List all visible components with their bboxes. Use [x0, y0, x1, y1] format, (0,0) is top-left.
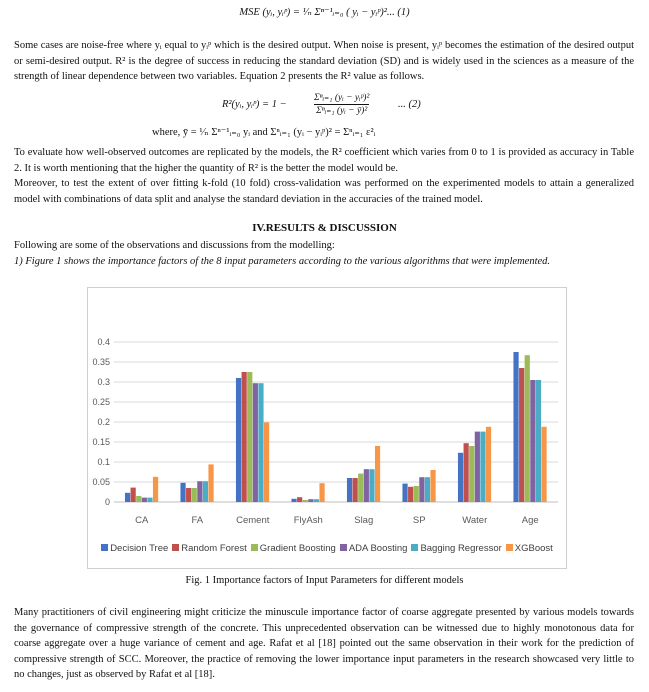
- x-tick-label: CA: [135, 515, 149, 526]
- x-tick-label: Cement: [236, 515, 270, 526]
- equation-2-denominator: Σⁿᵢ₌₁ (yᵢ − ȳ)²: [316, 106, 368, 116]
- bar: [353, 478, 358, 502]
- x-tick-label: SP: [412, 515, 426, 526]
- legend-item: [172, 543, 246, 554]
- paragraph-observations: Following are some of the observations and discussions from the modelling:: [14, 240, 335, 251]
- legend-item: [101, 543, 168, 554]
- equation-2-tag: ... (2): [398, 99, 421, 110]
- bar: [242, 372, 247, 502]
- chart-legend: [88, 543, 566, 554]
- x-tick-label: Slag: [354, 515, 374, 526]
- bar: [536, 380, 541, 502]
- y-tick-label: 0.05: [92, 477, 110, 487]
- bar: [458, 453, 463, 502]
- x-tick-label: FA: [191, 515, 204, 526]
- bar: [136, 496, 141, 502]
- bar: [197, 481, 202, 502]
- y-tick-label: 0.1: [97, 457, 110, 467]
- x-tick-label: Water: [462, 515, 488, 526]
- bar: [469, 446, 474, 502]
- y-tick-label: 0.25: [92, 397, 110, 407]
- bar: [192, 488, 197, 502]
- section-heading: IV.RESULTS & DISCUSSION: [252, 222, 397, 234]
- legend-label: ADA Boosting: [348, 543, 408, 554]
- y-tick-label: 0.2: [97, 417, 110, 427]
- bar: [147, 498, 152, 502]
- legend-item: [506, 543, 553, 554]
- bar: [480, 432, 485, 502]
- y-tick-label: 0.4: [97, 337, 110, 347]
- legend-label: Bagging Regressor: [420, 543, 502, 554]
- bar: [369, 469, 374, 502]
- bar: [258, 383, 263, 502]
- legend-item: [411, 543, 501, 554]
- bar: [402, 484, 407, 502]
- bar: [291, 499, 296, 502]
- paragraph-discussion: Many practitioners of civil engineering might criticize the minuscule importance factor of coarse aggregate presented by various models towards the governance of compressive strength of the concrete. This unprecedented observation can be witnessed due to highly monotonous data for coarse aggregate over a huge variance of cement and age. Rafat et al [18] pointed out the same observation in their work for the prediction of compressive strength of SCC. Moreover, the practice of removing the lower importance input parameters in the research showcased very little to no changes, just as observed by Rafat et al [18].: [14, 607, 634, 680]
- y-tick-label: 0.35: [92, 357, 110, 367]
- equation-2-lhs: R²(yᵢ, yᵢᵖ) = 1 −: [222, 99, 287, 110]
- bar: [425, 477, 430, 502]
- bar: [519, 368, 524, 502]
- equation-1: MSE (yᵢ, yᵢᵖ) = ¹⁄ₙ Σⁿ⁻¹ᵢ₌₀ ( yᵢ − yᵢᵖ)²... (1): [239, 7, 410, 18]
- legend-item: [251, 543, 336, 554]
- bar: [486, 427, 491, 502]
- y-tick-label: 0.3: [97, 377, 110, 387]
- list-item-1: 1) Figure 1 shows the importance factors of the 8 input parameters according to the various algorithms that were implemented.: [14, 256, 551, 267]
- bar: [180, 483, 185, 502]
- bar: [264, 422, 269, 502]
- bar: [358, 474, 363, 502]
- bar: [153, 477, 158, 502]
- bar: [203, 481, 208, 502]
- bar: [319, 483, 324, 502]
- bar: [408, 487, 413, 502]
- bar: [347, 478, 352, 502]
- equation-3: where, ȳ = ¹⁄ₙ Σⁿ⁻¹ᵢ₌₀ yᵢ and Σⁿᵢ₌₁ (yᵢ − yᵢᵖ)² = Σⁿᵢ₌₁ ε²ᵢ: [152, 127, 376, 138]
- bar: [419, 477, 424, 502]
- legend-swatch: [411, 544, 418, 551]
- importance-chart: [87, 287, 567, 569]
- bar: [513, 352, 518, 502]
- equation-2-fraction: [314, 92, 369, 117]
- paragraph-r2: To evaluate how well-observed outcomes are replicated by the models, the R² coefficient which varies from 0 to 1 is provided as accuracy in Table 2. It is worth mentioning that the higher the quantity of R² is the better the model would be.: [14, 147, 634, 174]
- paragraph-noise: Some cases are noise-free where yᵢ equal to yᵢᵖ which is the desired output. When noise is present, yᵢᵖ becomes the estimation of the desired output or semi-desired output. R² is the degree of success in reducing the standard deviation (SD) and is widely used in the sciences as a measure of the strength of linear dependence between two variables. Equation 2 presents the R² value as follows.: [14, 40, 634, 82]
- bar: [125, 493, 130, 502]
- legend-swatch: [506, 544, 513, 551]
- bar: [297, 497, 302, 502]
- bar: [464, 443, 469, 502]
- bar: [247, 372, 252, 502]
- legend-swatch: [172, 544, 179, 551]
- chart-plot: [88, 288, 566, 568]
- bar: [314, 499, 319, 502]
- paragraph-kfold: Moreover, to test the extent of over fitting k-fold (10 fold) cross-validation was performed on the experimented models to attain a generalized model with combinations of data split and analyse the standard deviation in the accuracies of the trained model.: [14, 178, 634, 205]
- legend-swatch: [340, 544, 347, 551]
- legend-swatch: [251, 544, 258, 551]
- legend-label: Gradient Boosting: [259, 543, 336, 554]
- legend-label: XGBoost: [514, 543, 553, 554]
- bar: [414, 486, 419, 502]
- bar: [208, 464, 213, 502]
- bar: [430, 470, 435, 502]
- equation-2-numerator: Σⁿᵢ₌₁ (yᵢ − yᵢᵖ)²: [314, 93, 370, 103]
- bar: [131, 488, 136, 502]
- y-tick-label: 0.15: [92, 437, 110, 447]
- bar: [186, 488, 191, 502]
- y-tick-label: 0: [104, 497, 110, 507]
- x-tick-label: Age: [521, 515, 539, 526]
- bar: [364, 469, 369, 502]
- figure-caption: Fig. 1 Importance factors of Input Parameters for different models: [185, 575, 464, 586]
- bar: [308, 499, 313, 502]
- bar: [541, 427, 546, 502]
- legend-label: Decision Tree: [110, 543, 169, 554]
- bar: [530, 380, 535, 502]
- legend-label: Random Forest: [181, 543, 247, 554]
- bar: [253, 383, 258, 502]
- bar: [475, 432, 480, 502]
- bar: [142, 498, 147, 502]
- bar: [303, 500, 308, 502]
- bar: [375, 446, 380, 502]
- bar: [236, 378, 241, 502]
- legend-swatch: [101, 544, 108, 551]
- bar: [525, 355, 530, 502]
- legend-item: [340, 543, 408, 554]
- x-tick-label: FlyAsh: [293, 515, 323, 526]
